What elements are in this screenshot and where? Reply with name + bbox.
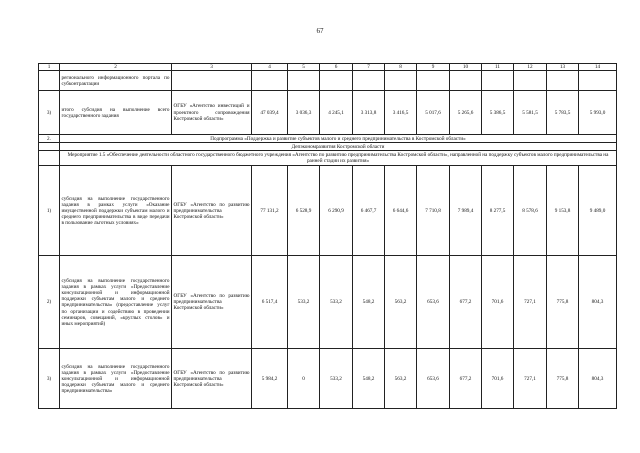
value-cell: 6 517,4 — [252, 256, 288, 349]
value-cell: 9 153,8 — [547, 166, 579, 256]
value-cell: 775,8 — [547, 256, 579, 349]
value-cell: 6 290,9 — [320, 166, 353, 256]
row-name: субсидия на выполнение государственного задания в рамках услуги «Оказание имущественной поддержки субъектам малого и среднего предпринимательства в виде передачи в пользование льготных условиях» — [60, 166, 172, 256]
value-cell: 653,6 — [417, 349, 450, 409]
row-number: 1) — [39, 166, 60, 256]
value-cell: 727,1 — [514, 256, 547, 349]
value-cell: 548,2 — [353, 256, 385, 349]
header-cell: 10 — [450, 64, 482, 71]
value-cell: 5 984,2 — [252, 349, 288, 409]
value-cell: 6 528,9 — [288, 166, 320, 256]
header-cell: 6 — [320, 64, 353, 71]
table-row — [39, 349, 617, 409]
table-row — [39, 166, 617, 256]
header-cell: 5 — [288, 64, 320, 71]
row-number: 3) — [39, 91, 60, 135]
row-executor: ОГБУ «Агентство по развитию предпринимательства Костромской области» — [172, 349, 252, 409]
budget-table — [38, 63, 617, 409]
value-cell: 533,2 — [320, 256, 353, 349]
value-cell: 5 265,6 — [450, 91, 482, 135]
value-cell: 653,6 — [417, 256, 450, 349]
header-cell: 12 — [514, 64, 547, 71]
measure-title: Мероприятие 1.5 «Обеспечение деятельности областного государственного бюджетного учреждения «Агентство по развитию предпринимательства Костромской области», направленной на поддержку субъектов малого предпринимательства на ранней стадии их развития» — [60, 151, 617, 166]
value-cell: 5 017,6 — [417, 91, 450, 135]
section-number: 2. — [39, 135, 60, 143]
value-cell: 727,1 — [514, 349, 547, 409]
value-cell: 7 989,4 — [450, 166, 482, 256]
value-cell: 701,6 — [482, 349, 514, 409]
header-cell: 7 — [353, 64, 385, 71]
value-cell: 7 710,8 — [417, 166, 450, 256]
header-cell: 2 — [60, 64, 172, 71]
value-cell: 804,3 — [579, 349, 617, 409]
value-cell: 5 386,5 — [482, 91, 514, 135]
value-cell: 5 783,5 — [547, 91, 579, 135]
table-row — [39, 71, 617, 91]
section-title: Подпрограмма «Поддержка и развитие субъектов малого и среднего предпринимательства в Костромской области» — [60, 135, 617, 143]
department-row — [39, 143, 617, 151]
row-number: 2) — [39, 256, 60, 349]
value-cell: 9 489,0 — [579, 166, 617, 256]
value-cell: 6 644,6 — [385, 166, 417, 256]
row-number: 3) — [39, 349, 60, 409]
value-cell: 677,2 — [450, 349, 482, 409]
header-cell: 9 — [417, 64, 450, 71]
value-cell: 563,2 — [385, 349, 417, 409]
header-cell: 11 — [482, 64, 514, 71]
value-cell: 533,2 — [288, 256, 320, 349]
row-executor: ОГБУ «Агентство по развитию предпринимательства Костромской области» — [172, 166, 252, 256]
row-name: регионального информационного портала по субконтрактации — [60, 71, 172, 91]
header-row — [39, 64, 617, 71]
table-row — [39, 91, 617, 135]
value-cell: 804,3 — [579, 256, 617, 349]
header-cell: 3 — [172, 64, 252, 71]
header-cell: 8 — [385, 64, 417, 71]
header-cell: 1 — [39, 64, 60, 71]
value-cell: 5 993,0 — [579, 91, 617, 135]
value-cell: 8 277,5 — [482, 166, 514, 256]
page-number: 67 — [316, 27, 324, 35]
row-executor: ОГБУ «Агентство по развитию предпринимательства Костромской области» — [172, 256, 252, 349]
table-row — [39, 256, 617, 349]
value-cell: 8 578,6 — [514, 166, 547, 256]
row-name: итого субсидия на выполнение всего государственного задания — [60, 91, 172, 135]
value-cell: 3 416,5 — [385, 91, 417, 135]
value-cell: 5 581,5 — [514, 91, 547, 135]
value-cell: 533,2 — [320, 349, 353, 409]
value-cell: 0 — [288, 349, 320, 409]
row-name: субсидия на выполнение государственного задания в рамках услуги «Предоставление консультационной и информационной поддержки субъектам малого и среднего предпринимательства» (предоставление услуг по организации и содействию в проведении семинаров, совещаний, «круглых столов» и иных мероприятий) — [60, 256, 172, 349]
value-cell: 563,2 — [385, 256, 417, 349]
value-cell: 6 467,7 — [353, 166, 385, 256]
row-executor: ОГБУ «Агентство инвестиций и проектного сопровождения Костромской области» — [172, 91, 252, 135]
header-cell: 13 — [547, 64, 579, 71]
header-cell: 14 — [579, 64, 617, 71]
measure-row — [39, 151, 617, 166]
value-cell: 677,2 — [450, 256, 482, 349]
value-cell: 3 313,8 — [353, 91, 385, 135]
section-row — [39, 135, 617, 143]
value-cell: 775,8 — [547, 349, 579, 409]
value-cell: 4 245,1 — [320, 91, 353, 135]
value-cell: 47 039,4 — [252, 91, 288, 135]
header-cell: 4 — [252, 64, 288, 71]
value-cell: 3 036,3 — [288, 91, 320, 135]
department-title: Депэкономразвития Костромской области — [60, 143, 617, 151]
row-name: субсидия на выполнение государственного задания в рамках услуги «Предоставление консультационной и информационной поддержки субъектам малого и среднего предпринимательства» — [60, 349, 172, 409]
value-cell: 701,6 — [482, 256, 514, 349]
value-cell: 548,2 — [353, 349, 385, 409]
value-cell: 77 131,2 — [252, 166, 288, 256]
